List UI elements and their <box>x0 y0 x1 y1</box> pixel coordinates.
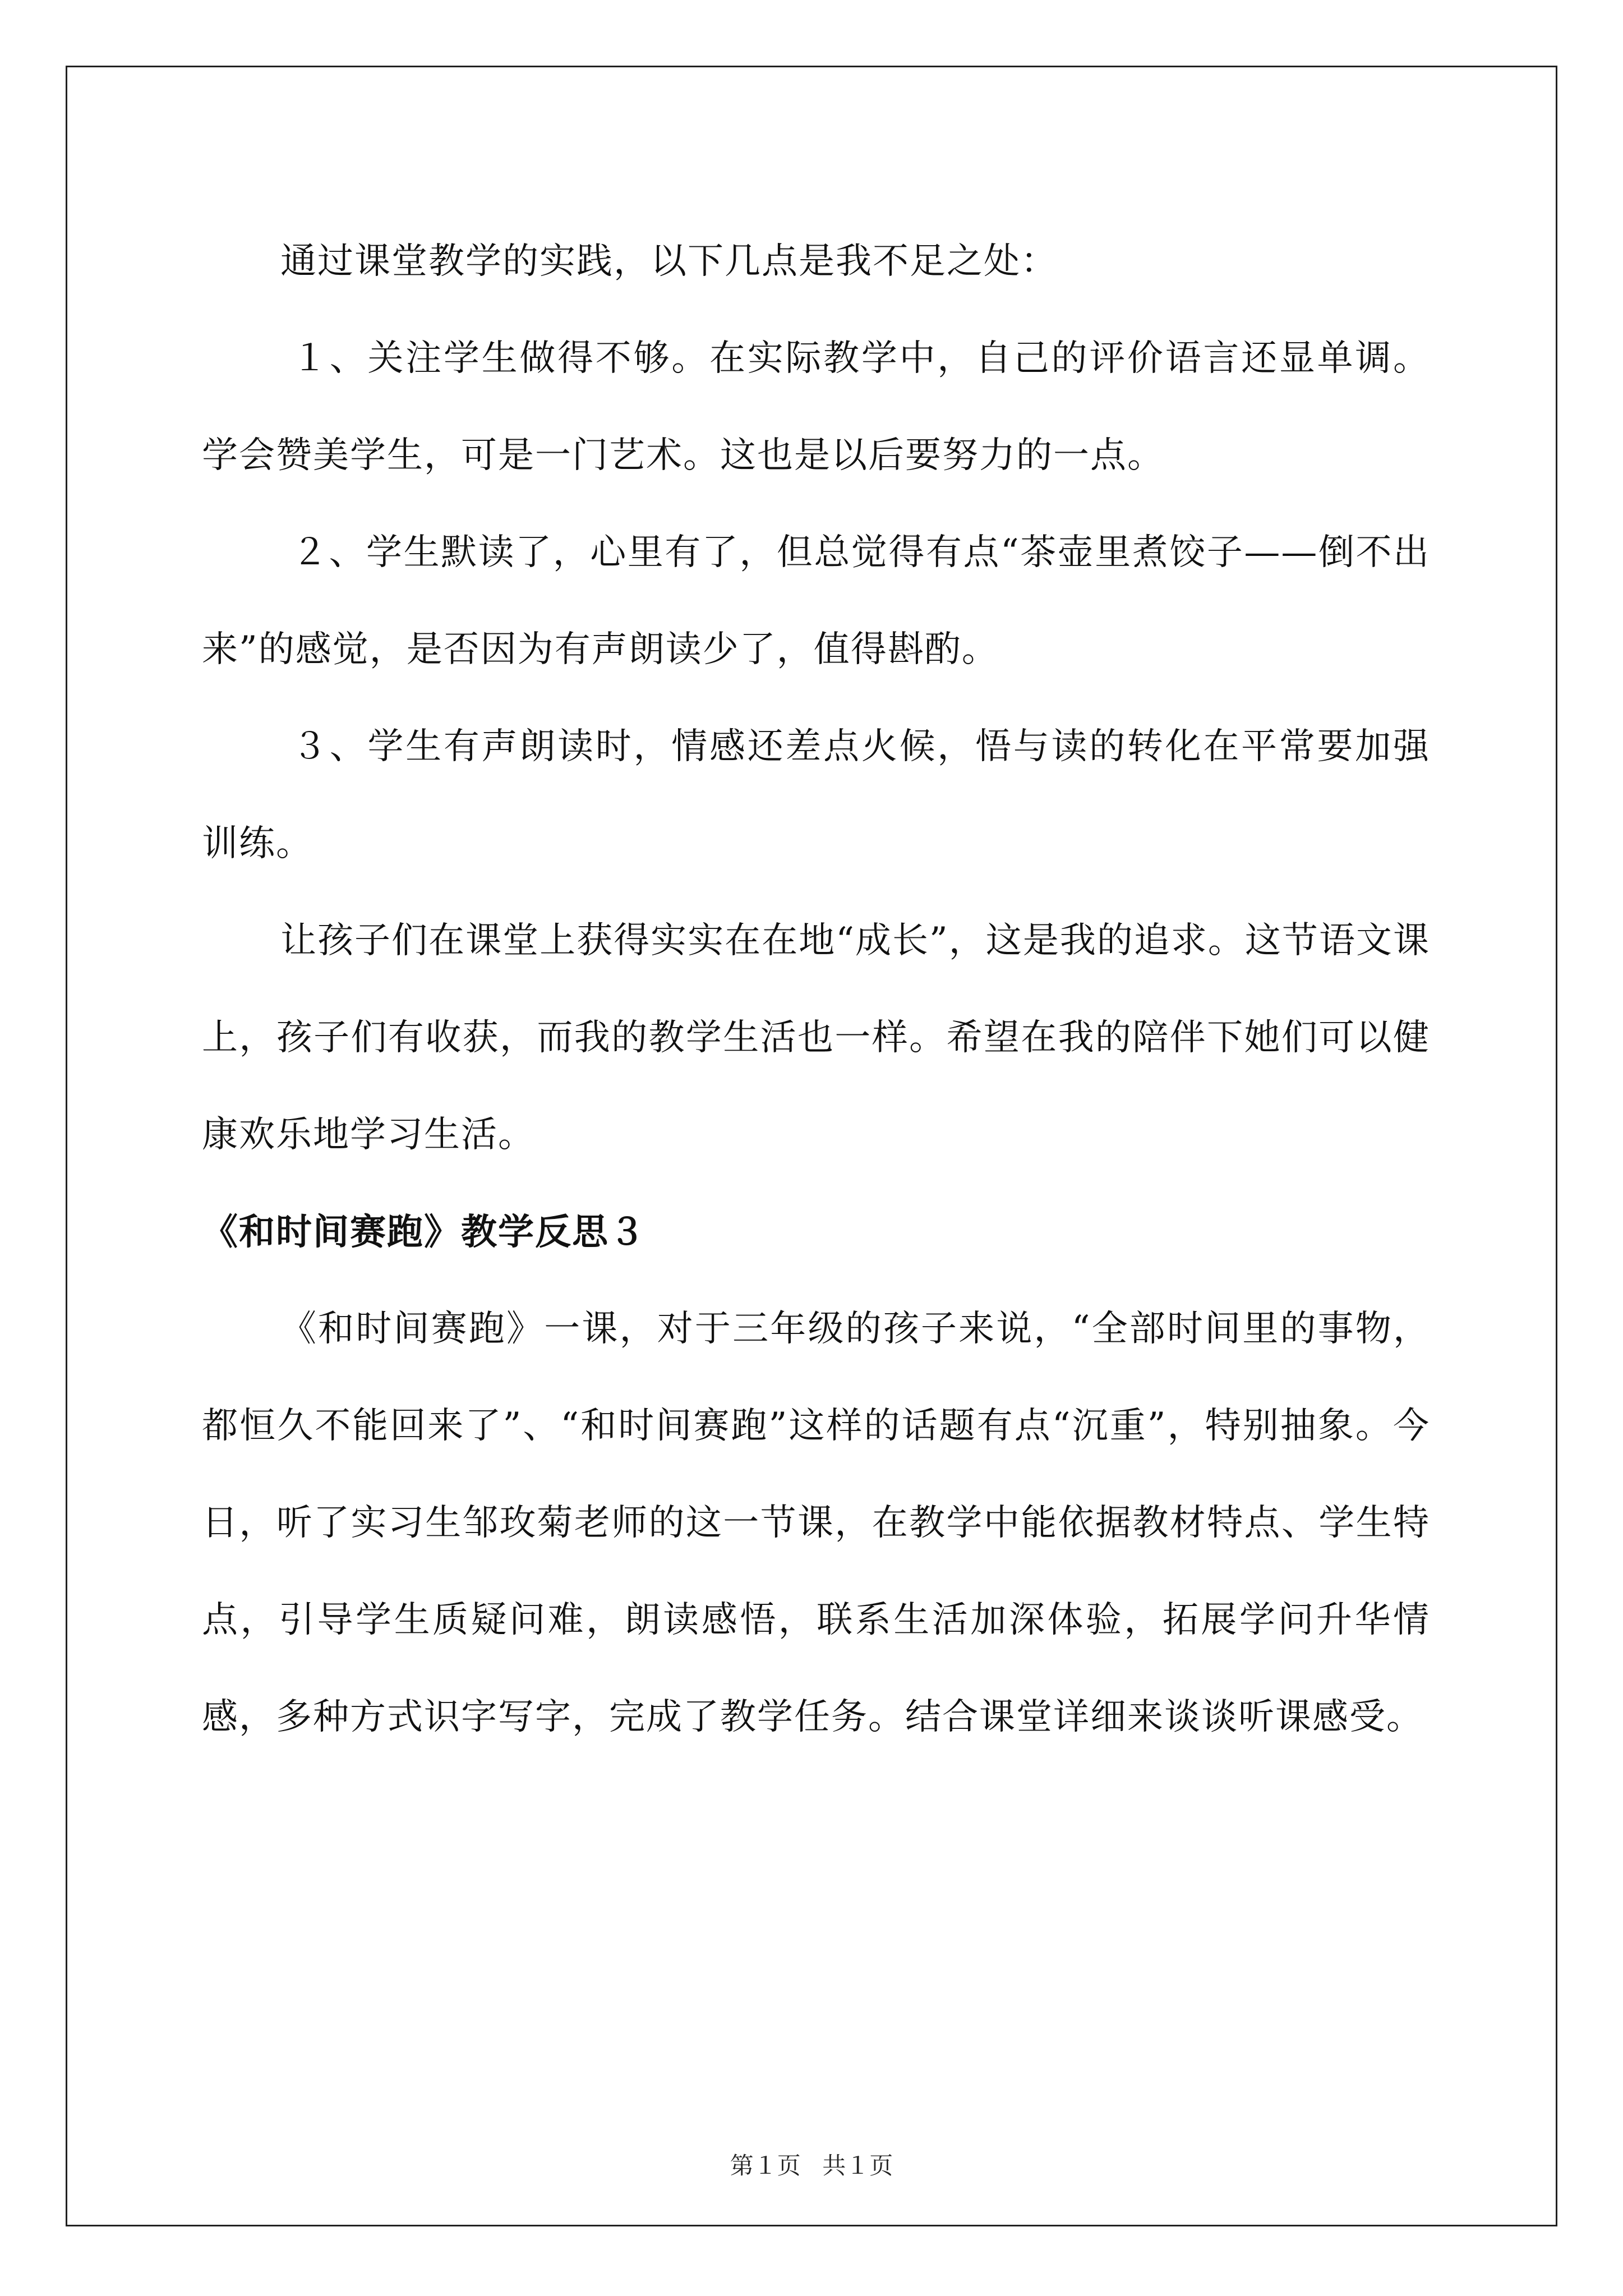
paragraph-point-1: １、关注学生做得不够。在实际教学中，自己的评价语言还显单调。学会赞美学生，可是一门艺术。这也是以后要努力的一点。 <box>202 338 1430 476</box>
paragraph-point-2: ２、学生默读了，心里有了，但总觉得有点“茶壶里煮饺子——倒不出来”的感觉，是否因为有声朗读少了，值得斟酌。 <box>202 532 1430 670</box>
paragraph-intro: 通过课堂教学的实践，以下几点是我不足之处： <box>280 241 1058 282</box>
paragraph-point-3: ３、学生有声朗读时，情感还差点火候，悟与读的转化在平常要加强训练。 <box>202 726 1430 864</box>
page-total: 共１页 <box>822 2154 893 2179</box>
page-footer <box>0 2147 1623 2181</box>
document-body <box>202 213 1430 1766</box>
section-heading: 《和时间赛跑》教学反思３ <box>202 1211 646 1253</box>
paragraph-reflection: 《和时间赛跑》一课，对于三年级的孩子来说，“全部时间里的事物，都恒久不能回来了”、“和时间赛跑”这样的话题有点“沉重”，特别抽象。今日，听了实习生邹玫菊老师的这一节课，在教学中能依据教材特点、学生特点，引导学生质疑问难，朗读感悟，联系生活加深体验，拓展学问升华情感，多种方式识字写字，完成了教学任务。结合课堂详细来谈谈听课感受。 <box>202 1308 1430 1738</box>
paragraph-conclusion: 让孩子们在课堂上获得实实在在地“成长”，这是我的追求。这节语文课上，孩子们有收获，而我的教学生活也一样。希望在我的陪伴下她们可以健康欢乐地学习生活。 <box>202 920 1430 1156</box>
page-number: 第１页 <box>730 2154 801 2179</box>
